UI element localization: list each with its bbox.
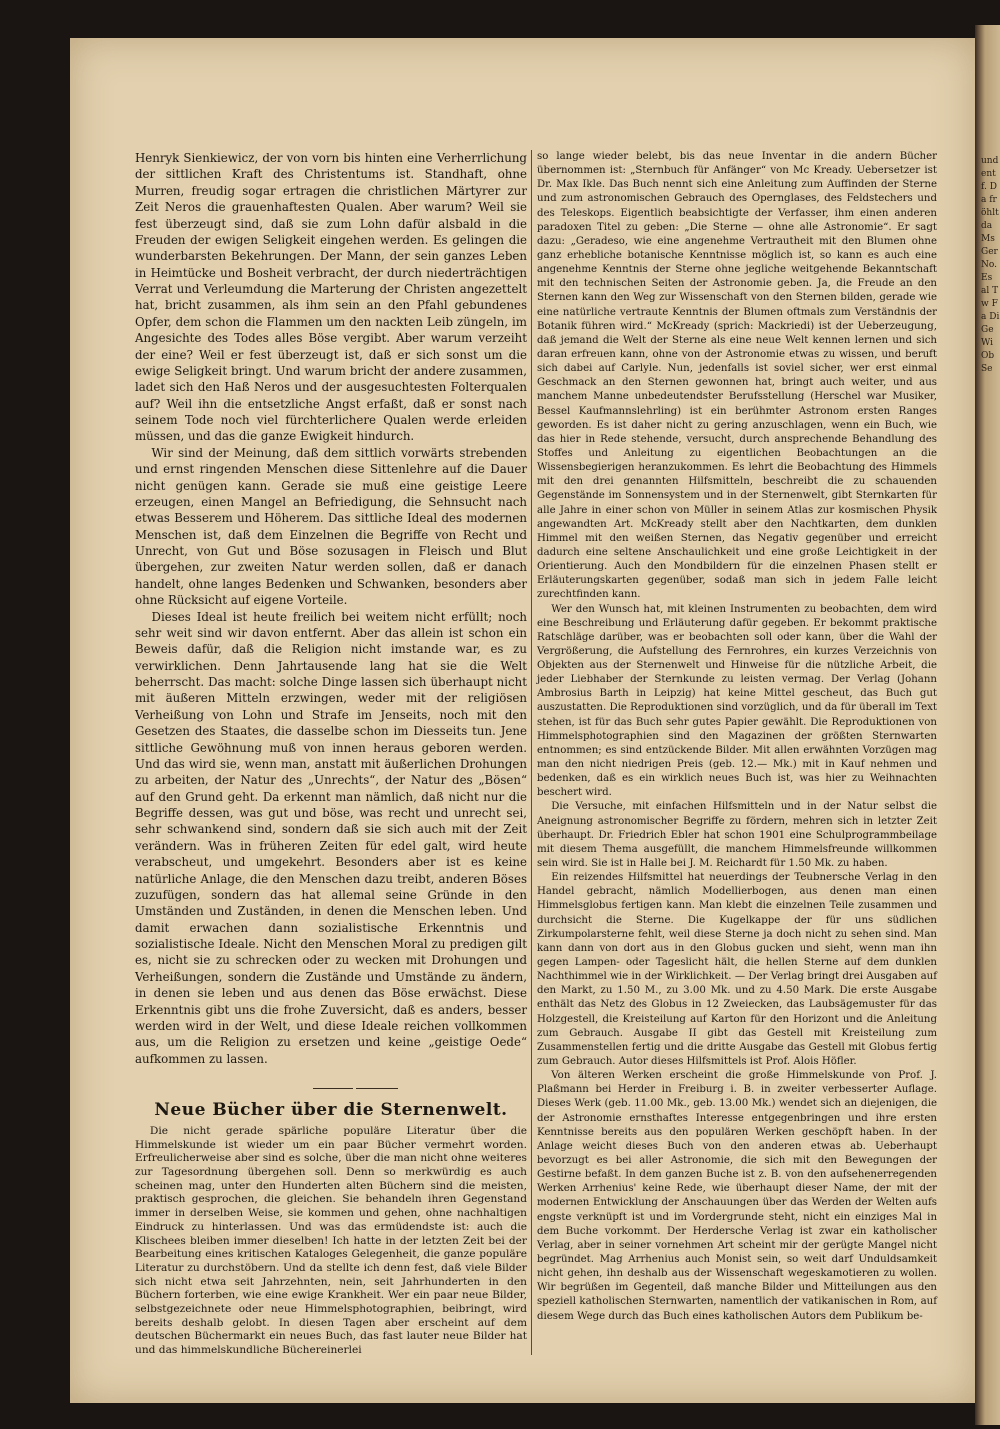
left-column bbox=[135, 150, 527, 1067]
right-column bbox=[537, 150, 937, 1324]
left-paragraph-2: Wir sind der Meinung, daß dem sittlich vorwärts strebenden und ernst ringenden Menschen diese Sittenlehre auf die Dauer nicht genügen kann. Gerade sie muß eine geistige Leere erzeugen, einen Mangel an Befriedigung, die Sehnsucht nach etwas Besserem und Höherem. Das sittliche Ideal des modernen Menschen ist, daß dem Einzelnen die Begriffe von Recht und Unrecht, von Gut und Böse sozusagen in Fleisch und Blut übergehen, zur zweiten Natur werden sollen, daß er danach handelt, ohne langes Bedenken und Schwanken, besonders aber ohne Rücksicht auf eigene Vorteile. bbox=[135, 445, 527, 608]
article-intro: Die nicht gerade spärliche populäre Literatur über die Himmelskunde ist wieder um ein paar Bücher vermehrt worden. Erfreulicherweise aber sind es solche, über die man nicht ohne weiteres zur Tagesordnung übergehen soll. Denn so merkwürdig es auch scheinen mag, unter den Hunderten alten Büchern sind die meisten, praktisch gesprochen, die gleichen. Sie behandeln ihren Gegenstand immer in derselben Weise, sie kommen und gehen, ohne nachhaltigen Eindruck zu hinterlassen. Und was das ermüdendste ist: auch die Klischees bleiben immer dieselben! Ich hatte in der letzten Zeit bei der Bearbeitung eines kritischen Kataloges Gelegenheit, die ganze populäre Literatur zu durchstöbern. Und da stellte ich denn fest, daß viele Bilder sich nicht etwa seit Jahrzehnten, nein, seit Jahrhunderten in den Büchern forterben, wie eine ewige Krankheit. Wer ein paar neue Bilder, selbstgezeichnete oder neue Himmelsphotographien, beibringt, wird bereits deshalb gelobt. In diesen Tagen aber erscheint auf dem deutschen Büchermarkt ein neues Buch, das fast lauter neue Bilder hat und das himmelskundliche Büchereinerlei bbox=[135, 1125, 527, 1356]
article-intro-column bbox=[135, 1125, 527, 1358]
left-paragraph-3: Dieses Ideal ist heute freilich bei weitem nicht erfüllt; noch sehr weit sind wir davon entfernt. Aber das allein ist schon ein Beweis dafür, daß die Religion nicht imstande war, es zu verwirklichen. Denn Jahrtausende lang hat sie die Welt beherrscht. Das macht: solche Dinge lassen sich überhaupt nicht mit äußeren Mitteln erzwingen, weder mit der religiösen Verheißung von Lohn und Strafe im Jenseits, noch mit den Gesetzen des Staates, die dasselbe schon im Diesseits tun. Jene sittliche Gewöhnung muß von innen heraus geboren werden. Und das wird sie, wenn man, anstatt mit äußerlichen Drohungen zu arbeiten, der Natur des „Unrechts“, der Natur des „Bösen“ auf den Grund geht. Da erkennt man nämlich, daß nicht nur die Begriffe dessen, was gut und böse, was recht und unrecht sei, sehr schwankend sind, sondern daß sie sich auch mit der Zeit verändern. Was in früheren Zeiten für edel galt, wird heute verabscheut, und umgekehrt. Besonders aber ist es keine natürliche Anlage, die den Menschen dazu treibt, anderen Böses zuzufügen, sondern das hat allemal seine Gründe in den Umständen und Zuständen, in denen die Menschen leben. Und damit erwachen dann sozialistische Erkenntnis und sozialistische Ideale. Nicht den Menschen Moral zu predigen gilt es, nicht sie zu schrecken oder zu wecken mit Drohungen und Verheißungen, sondern die Zustände und Umstände zu ändern, in denen sie leben und aus denen das Böse erwächst. Diese Erkenntnis gibt uns die frohe Zuversicht, daß es anders, besser werden wird in der Welt, und diese Ideale reichen vollkommen aus, um die Religion zu ersetzen und keine „geistige Oede“ aufkommen zu lassen. bbox=[135, 609, 527, 1066]
column-divider bbox=[531, 150, 532, 1355]
right-paragraph-5: Von älteren Werken erscheint die große Himmelskunde von Prof. J. Plaßmann bei Herder in Freiburg i. B. in zweiter verbesserter Auflage. Dieses Werk (geb. 11.00 Mk., geb. 13.00 Mk.) wendet sich an diejenigen, die der Astronomie ernsthaftes Interesse entgegenbringen und ihre ersten Kenntnisse bereits aus den populären Werken geschöpft haben. In der Anlage weicht dieses Buch von den anderen etwas ab. Ueberhaupt bevorzugt es bei aller Astronomie, die sich mit den Bewegungen der Gestirne befaßt. In dem ganzen Buche ist z. B. von den aufsehenerregenden Werken Arrhenius' keine Rede, wie überhaupt dieser Name, der mit der modernen Entwicklung der Anschauungen über das Werden der Welten aufs engste verknüpft ist und im Vordergrunde steht, nicht ein einziges Mal in dem Buche vorkommt. Der Herdersche Verlag ist zwar ein katholischer Verlag, aber in seiner vornehmen Art scheint mir der gerügte Mangel nicht begründet. Mag Arrhenius auch Monist sein, so weit darf Unduldsamkeit nicht gehen, ihn deshalb aus der Wissenschaft wegeskamotieren zu wollen. Wir begrüßen im Gegenteil, daß manche Bilder und Mitteilungen aus den speziell katholischen Sternwarten, namentlich der vatikanischen in Rom, auf diesem Wege durch das Buch eines katholischen Autors dem Publikum be- bbox=[537, 1070, 937, 1322]
adjacent-page-text: und ent f. Da fröhlt da Ms Ger No. Es al Tw Fa Di Ge Wi Ob Se bbox=[981, 156, 1000, 374]
right-paragraph-2: Wer den Wunsch hat, mit kleinen Instrumenten zu beobachten, dem wird eine Beschreibung und Erläuterung dafür gegeben. Er bekommt praktische Ratschläge darüber, was er beobachten soll oder kann, über die Wahl der Vergrößerung, die Aufstellung des Fernrohres, ein kurzes Verzeichnis von Objekten aus der Sternenwelt und Hinweise für die nützliche Arbeit, die jeder Liebhaber der Sternkunde zu leisten vermag. Der Verlag (Johann Ambrosius Barth in Leipzig) hat keine Mittel gescheut, das Buch gut auszustatten. Die Reproduktionen sind vorzüglich, und da für überall im Text stehen, ist für das Buch sehr gutes Papier gewählt. Die Reproduktionen von Himmelsphotographien sind den Magazinen der größten Sternwarten entnommen; es sind entzückende Bilder. Mit allen erwähnten Vorzügen mag man den nicht niedrigen Preis (geb. 12.— Mk.) mit in Kauf nehmen und bedenken, daß es ein wirklich neues Buch ist, was hier zu Weihnachten beschert wird. bbox=[537, 603, 937, 799]
right-paragraph-1: so lange wieder belebt, bis das neue Inventar in die andern Bücher übernommen ist: „Sternbuch für Anfänger“ von Mc Kready. Uebersetzer ist Dr. Max Ikle. Das Buch nennt sich eine Anleitung zum Auffinden der Sterne und zum astronomischen Gebrauch des Opernglases, des Feldstechers und des Teleskops. Eigentlich beabsichtigte der Verfasser, ihm einen anderen paradoxen Titel zu geben: „Die Sterne — ohne alle Astronomie“. Er sagt dazu: „Geradeso, wie eine angenehme Vertrautheit mit den Blumen ohne ganz erhebliche botanische Kenntnisse möglich ist, so kann es auch eine angenehme Kenntnis der Sterne ohne jegliche weitgehende Bekanntschaft mit den technischen Seiten der Astronomie geben. Ja, die Freude an den Sternen kann den Weg zur Wissenschaft von den Sternen bilden, gerade wie eine natürliche vertraute Kenntnis der Blumen oftmals zum Verständnis der Botanik führen wird.“ McKready (sprich: Mackriedi) ist der Ueberzeugung, daß jemand die Welt der Sterne als eine neue Welt kennen lernen und sich daran erfreuen kann, ohne von der Astronomie etwas zu wissen, und beruft sich dabei auf Carlyle. Nun, jedenfalls ist soviel sicher, wer erst einmal Geschmack an den Sternen gewonnen hat, bringt auch weiter, und aus manchem Manne unbedeutendster Berufsstellung (Herschel war Musiker, Bessel Kaufmannslehrling) ist ein berühmter Astronom ersten Ranges geworden. Es ist daher nicht zu gering anzuschlagen, wenn ein Buch, wie das hier in Rede stehende, versucht, durch ansprechende Behandlung des Stoffes und Anleitung zu eigentlichen Beobachtungen an die Wissensbegierigen heranzukommen. Es lehrt die Beobachtung des Himmels mit den drei genannten Hilfsmitteln, beschreibt die zu schauenden Gegenstände im Sonnensystem und in der Sternenwelt, gibt Sternkarten für alle Jahre in einer schon von Müller in seinem Atlas zur kosmischen Physik angewandten Art. McKready stellt aber den Nachtkarten, dem dunklen Himmel mit den weißen Sternen, das Negativ gegenüber und erreicht dadurch eine seltene Anschaulichkeit und eine große Leichtigkeit in der Orientierung. Auch den Mondbildern für die einzelnen Phasen stellt er Erläuterungskarten gegenüber, sodaß man sich in jedem Falle leicht zurechtfinden kann. bbox=[537, 151, 937, 601]
right-paragraph-4: Ein reizendes Hilfsmittel hat neuerdings der Teubnersche Verlag in den Handel gebracht, nämlich Modellierbogen, aus denen man einen Himmelsglobus fertigen kann. Man klebt die einzelnen Teile zusammen und durchsicht die Sterne. Die Kugelkappe der für uns südlichen Zirkumpolarsterne fehlt, weil diese Sterne ja doch nicht zu sehen sind. Man kann dann von dort aus in den Globus gucken und sieht, wenn man ihn gegen Lampen- oder Tageslicht hält, die hellen Sterne auf dem dunklen Nachthimmel wie in der Wirklichkeit. — Der Verlag bringt drei Ausgaben auf den Markt, zu 1.50 M., zu 3.00 Mk. und zu 4.50 Mark. Die erste Ausgabe enthält das Netz des Globus in 12 Zweiecken, das Laubsägemuster für das Holzgestell, die Kreisteilung auf Karton für den Horizont und die Anleitung zum Gebrauch. Ausgabe II gibt das Gestell mit Kreisteilung zum Zusammenstellen fertig und die dritte Ausgabe das Gestell mit Globus fertig zum Gebrauch. Autor dieses Hilfsmittels ist Prof. Alois Höfler. bbox=[537, 872, 937, 1067]
left-paragraph-1: Henryk Sienkiewicz, der von vorn bis hinten eine Verherrlichung der sittlichen Kraft des Christentums ist. Standhaft, ohne Murren, freudig sogar ertragen die christlichen Märtyrer zur Zeit Neros die grauenhaftesten Qualen. Aber warum? Weil sie fest überzeugt sind, daß sie zum Lohn dafür alsbald in die Freuden der ewigen Seligkeit eingehen werden. Es gelingen die wunderbarsten Bekehrungen. Der Mann, der sein ganzes Leben in Heimtücke und Bosheit verbracht, der durch niederträchtigen Verrat und Verleumdung die Marterung der Christen angezettelt hat, bricht zusammen, als ihm sein an den Pfahl gebundenes Opfer, dem schon die Flammen um den nackten Leib züngeln, im Angesichte des Todes alles Böse vergibt. Aber warum verzeiht der eine? Weil er fest überzeugt ist, daß er sich sonst um die ewige Seligkeit bringt. Und warum bricht der andere zusammen, ladet sich den Haß Neros und der ausgesuchtesten Folterqualen auf? Weil ihn die entsetzliche Angst erfaßt, daß er sonst nach seinem Tode noch viel fürchterlichere Qualen werde erleiden müssen, und das die ganze Ewigkeit hindurch. bbox=[135, 151, 527, 444]
right-paragraph-3: Die Versuche, mit einfachen Hilfsmitteln und in der Natur selbst die Aneignung astronomischer Begriffe zu fördern, mehren sich in letzter Zeit überhaupt. Dr. Friedrich Ebler hat schon 1901 eine Schulprogrammbeilage mit diesem Thema ausgefüllt, die manchem Himmelsfreunde willkommen sein wird. Sie ist in Halle bei J. M. Reichardt für 1.50 Mk. zu haben. bbox=[537, 801, 937, 870]
section-rule bbox=[313, 1088, 353, 1089]
section-rule bbox=[356, 1088, 398, 1089]
adjacent-page-edge bbox=[975, 25, 1000, 1425]
article-heading: Neue Bücher über die Sternenwelt. bbox=[154, 1100, 508, 1120]
